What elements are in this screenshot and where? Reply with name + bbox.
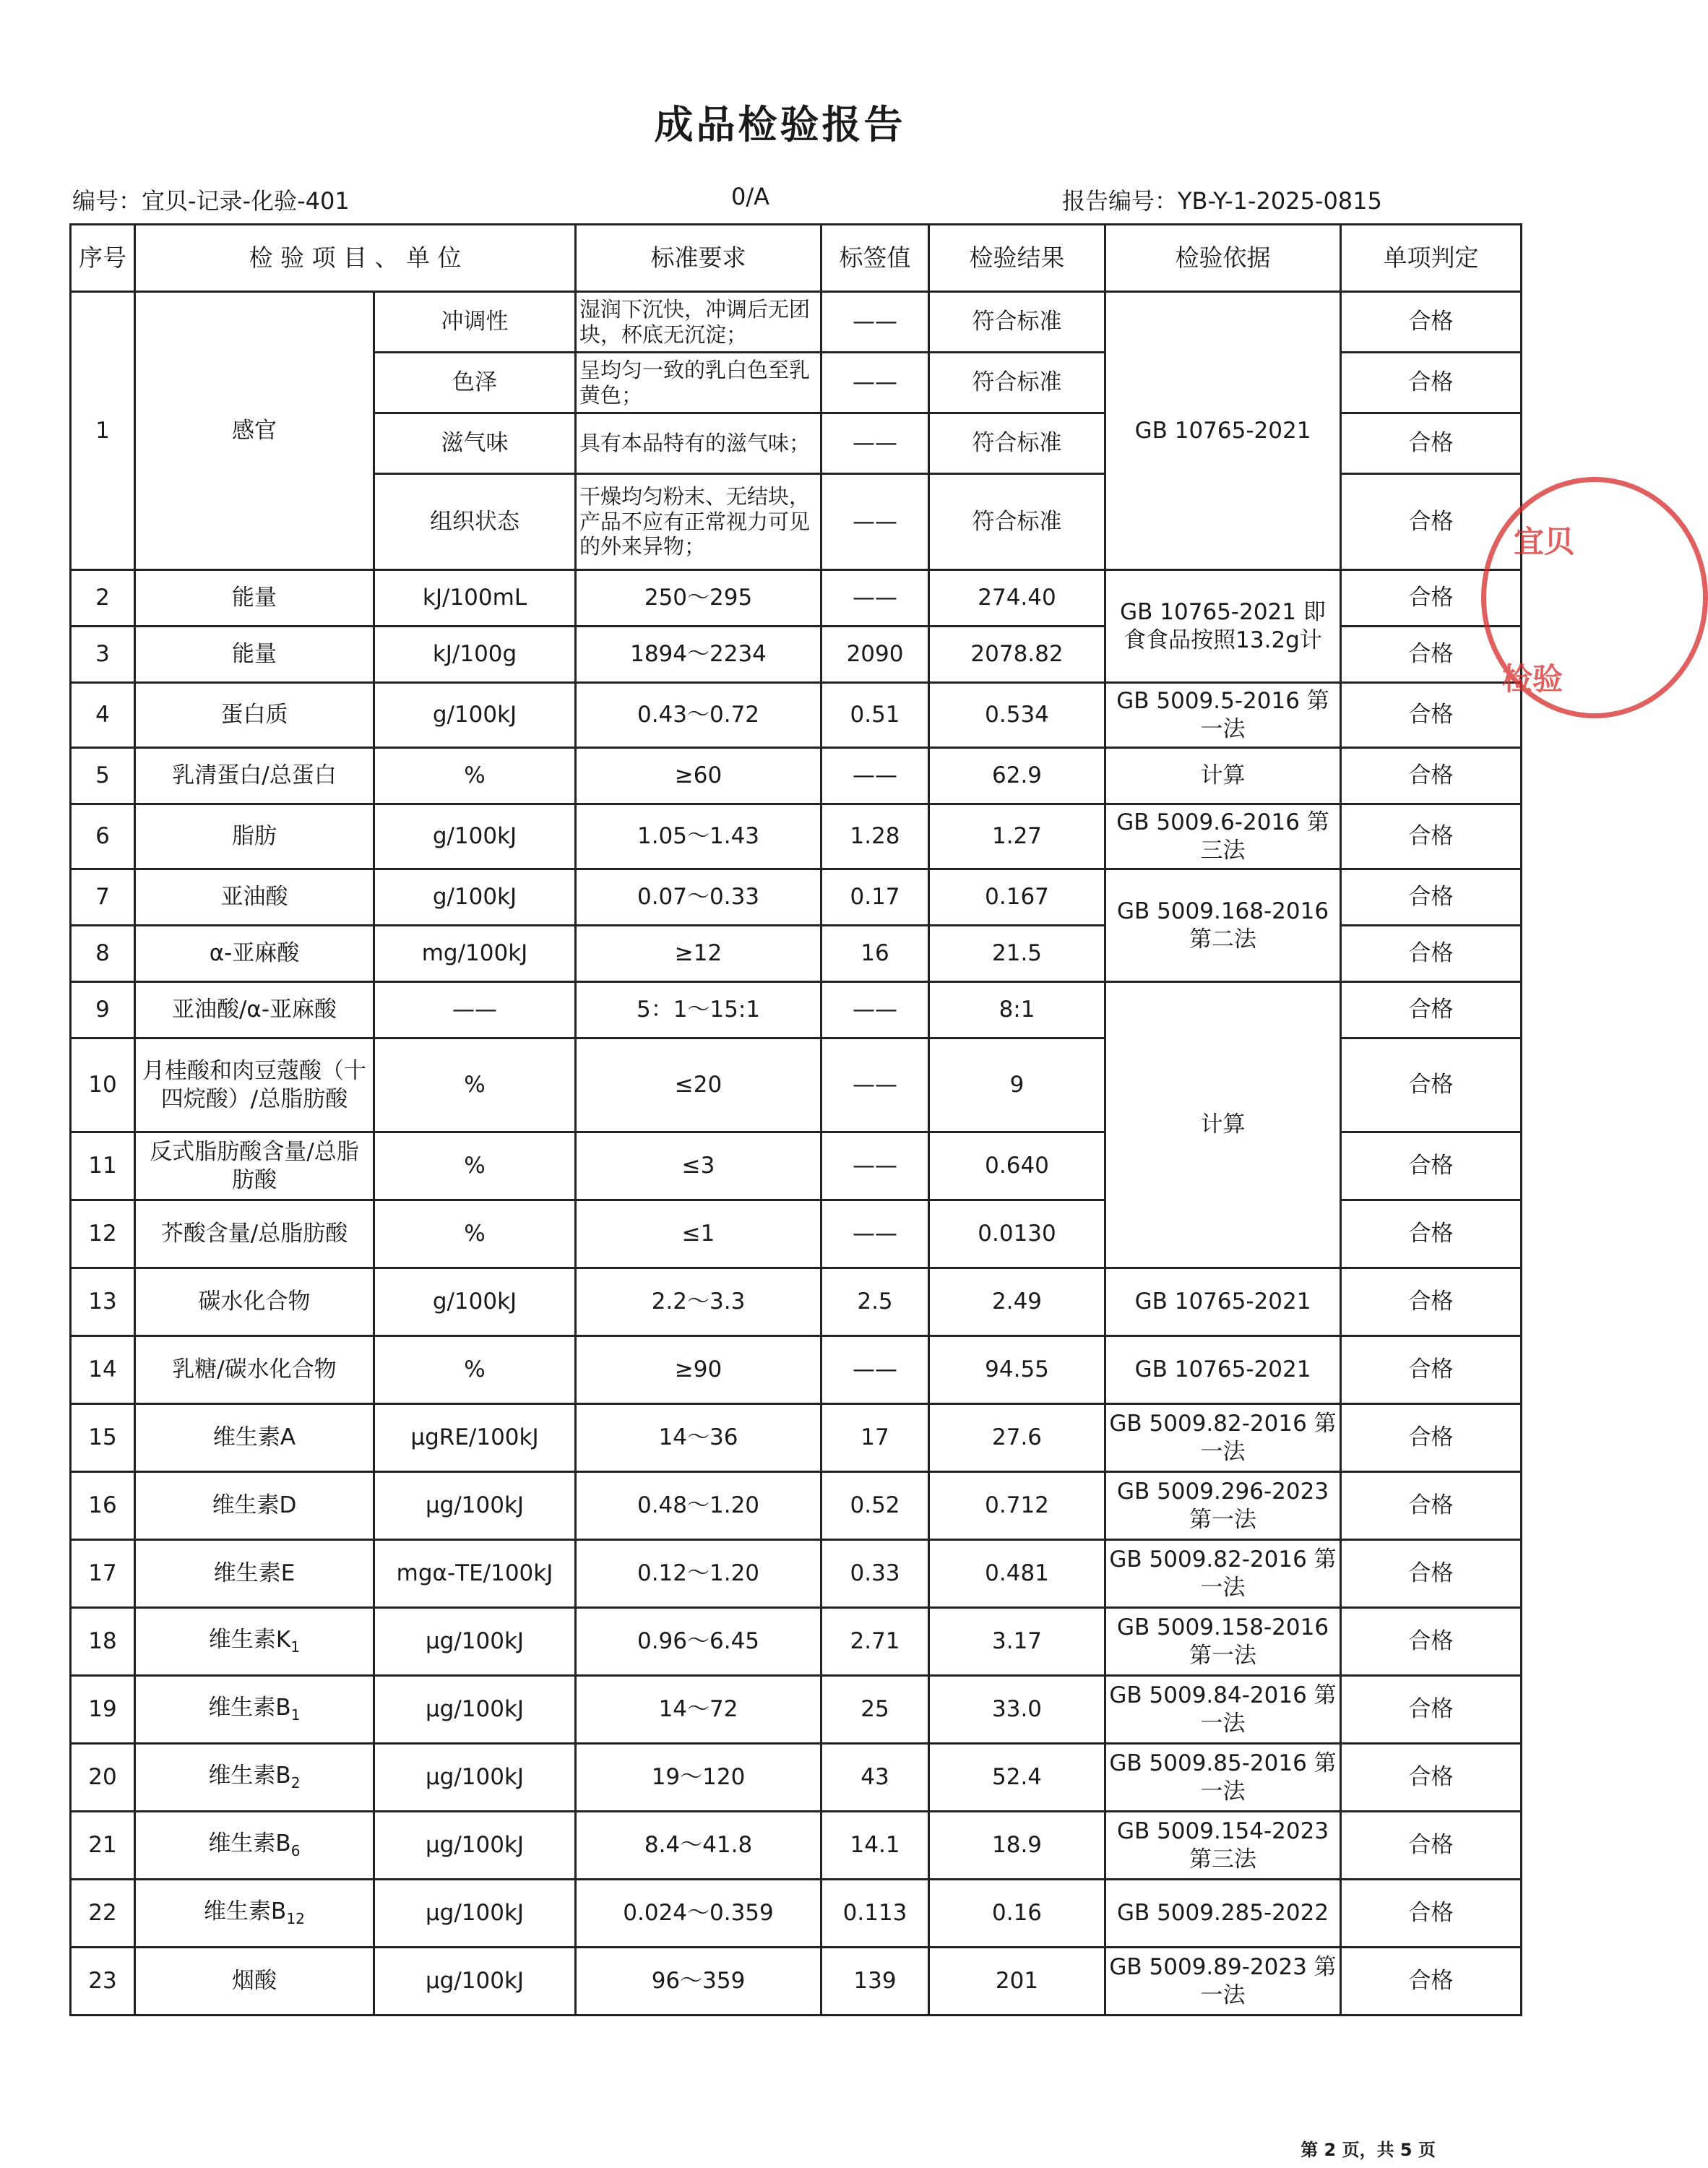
basis-value: GB 5009.168-2016 第二法	[1105, 869, 1341, 982]
standard-value: ≤3	[576, 1132, 821, 1200]
report-title: 成品检验报告	[654, 102, 906, 147]
unit-value: %	[374, 1336, 576, 1404]
row-no: 22	[71, 1880, 135, 1948]
item-name: 亚油酸	[135, 869, 374, 926]
basis-value: GB 10765-2021	[1105, 1268, 1341, 1336]
judgement-value: 合格	[1341, 413, 1522, 474]
row-no: 3	[71, 627, 135, 683]
sensory-item: 色泽	[374, 353, 576, 413]
label-value: 0.51	[821, 683, 929, 748]
stamp-text-bottom: 检验	[1502, 661, 1563, 697]
label-value: 2.5	[821, 1268, 929, 1336]
unit-value: μg/100kJ	[374, 1608, 576, 1676]
label-value: 139	[821, 1948, 929, 2016]
standard-value: 0.07～0.33	[576, 869, 821, 926]
unit-value: g/100kJ	[374, 804, 576, 869]
label-value: ——	[821, 1200, 929, 1268]
judgement-value: 合格	[1341, 292, 1522, 353]
result-value: 27.6	[929, 1404, 1105, 1472]
table-row	[71, 1880, 1522, 1948]
label-value: ——	[821, 474, 929, 570]
col-header-judgement: 单项判定	[1341, 225, 1522, 292]
standard-value: 250～295	[576, 570, 821, 627]
table-row	[71, 292, 1522, 353]
unit-value: kJ/100mL	[374, 570, 576, 627]
result-value: 0.712	[929, 1472, 1105, 1540]
unit-value: μgRE/100kJ	[374, 1404, 576, 1472]
judgement-value: 合格	[1341, 1880, 1522, 1948]
unit-value: %	[374, 748, 576, 804]
table-row	[71, 1744, 1522, 1812]
row-no: 6	[71, 804, 135, 869]
item-name: 碳水化合物	[135, 1268, 374, 1336]
table-row	[71, 1540, 1522, 1608]
standard-value: 8.4～41.8	[576, 1812, 821, 1880]
col-header-item: 检 验 项 目 、 单 位	[135, 225, 576, 292]
item-subscript: 1	[290, 1706, 301, 1724]
row-no: 10	[71, 1038, 135, 1132]
judgement-value: 合格	[1341, 1336, 1522, 1404]
col-header-basis: 检验依据	[1105, 225, 1341, 292]
unit-value: %	[374, 1038, 576, 1132]
inspection-stamp	[1481, 477, 1708, 718]
standard-value: 14～36	[576, 1404, 821, 1472]
item-name: 乳清蛋白/总蛋白	[135, 748, 374, 804]
result-value: 62.9	[929, 748, 1105, 804]
unit-value: μg/100kJ	[374, 1744, 576, 1812]
item-text: 维生素B	[204, 1898, 287, 1925]
standard-value: 干燥均匀粉末、无结块，产品不应有正常视力可见的外来异物；	[576, 474, 821, 570]
standard-value: 0.48～1.20	[576, 1472, 821, 1540]
report-number: 报告编号：YB-Y-1-2025-0815	[1062, 187, 1382, 215]
basis-value: 计算	[1105, 982, 1341, 1268]
table-row	[71, 1472, 1522, 1540]
row-no: 19	[71, 1676, 135, 1744]
item-name: 能量	[135, 627, 374, 683]
row-no: 21	[71, 1812, 135, 1880]
item-subscript: 12	[286, 1910, 305, 1928]
judgement-value: 合格	[1341, 869, 1522, 926]
standard-value: 1894～2234	[576, 627, 821, 683]
result-value: 52.4	[929, 1744, 1105, 1812]
label-value: ——	[821, 1336, 929, 1404]
result-value: 0.0130	[929, 1200, 1105, 1268]
table-row	[71, 982, 1522, 1038]
judgement-value: 合格	[1341, 1268, 1522, 1336]
stamp-text-top: 宜贝	[1514, 524, 1575, 559]
item-name: α-亚麻酸	[135, 926, 374, 982]
inspection-table	[69, 223, 1522, 2016]
standard-value: ≤1	[576, 1200, 821, 1268]
judgement-value: 合格	[1341, 804, 1522, 869]
col-header-no: 序号	[71, 225, 135, 292]
row-no: 17	[71, 1540, 135, 1608]
basis-value: GB 5009.5-2016 第一法	[1105, 683, 1341, 748]
standard-value: 0.12～1.20	[576, 1540, 821, 1608]
unit-value: μg/100kJ	[374, 1880, 576, 1948]
result-value: 符合标准	[929, 474, 1105, 570]
standard-value: 具有本品特有的滋气味；	[576, 413, 821, 474]
unit-value: mgα-TE/100kJ	[374, 1540, 576, 1608]
standard-value: 2.2～3.3	[576, 1268, 821, 1336]
standard-value: 呈均匀一致的乳白色至乳黄色；	[576, 353, 821, 413]
judgement-value: 合格	[1341, 926, 1522, 982]
label-value: 2.71	[821, 1608, 929, 1676]
table-row	[71, 1676, 1522, 1744]
row-no: 11	[71, 1132, 135, 1200]
item-name	[135, 1608, 374, 1676]
item-name: 蛋白质	[135, 683, 374, 748]
unit-value: mg/100kJ	[374, 926, 576, 982]
basis-value: GB 5009.154-2023 第三法	[1105, 1812, 1341, 1880]
item-name: 维生素D	[135, 1472, 374, 1540]
result-value: 0.534	[929, 683, 1105, 748]
result-value: 0.167	[929, 869, 1105, 926]
label-value: 0.113	[821, 1880, 929, 1948]
item-subscript: 2	[290, 1774, 301, 1792]
basis-value: GB 10765-2021 即食食品按照13.2g计	[1105, 570, 1341, 683]
row-no: 18	[71, 1608, 135, 1676]
result-value: 符合标准	[929, 413, 1105, 474]
col-header-standard: 标准要求	[576, 225, 821, 292]
judgement-value: 合格	[1341, 627, 1522, 683]
judgement-value: 合格	[1341, 982, 1522, 1038]
judgement-value: 合格	[1341, 474, 1522, 570]
standard-value: 5：1～15:1	[576, 982, 821, 1038]
standard-value: 0.96～6.45	[576, 1608, 821, 1676]
label-value: 1.28	[821, 804, 929, 869]
label-value: 16	[821, 926, 929, 982]
label-value: ——	[821, 1038, 929, 1132]
basis-value: GB 5009.285-2022	[1105, 1880, 1341, 1948]
item-name: 反式脂肪酸含量/总脂肪酸	[135, 1132, 374, 1200]
table-row	[71, 748, 1522, 804]
result-value: 33.0	[929, 1676, 1105, 1744]
judgement-value: 合格	[1341, 748, 1522, 804]
unit-value: μg/100kJ	[374, 1812, 576, 1880]
result-value: 18.9	[929, 1812, 1105, 1880]
row-no: 7	[71, 869, 135, 926]
table-row	[71, 1812, 1522, 1880]
table-row	[71, 1948, 1522, 2016]
row-no: 1	[71, 292, 135, 570]
item-name: 烟酸	[135, 1948, 374, 2016]
row-no: 2	[71, 570, 135, 627]
row-no: 14	[71, 1336, 135, 1404]
item-name: 脂肪	[135, 804, 374, 869]
label-value: ——	[821, 353, 929, 413]
item-name	[135, 1812, 374, 1880]
col-header-label: 标签值	[821, 225, 929, 292]
standard-value: 0.024～0.359	[576, 1880, 821, 1948]
label-value: ——	[821, 292, 929, 353]
item-name	[135, 1880, 374, 1948]
sensory-item: 冲调性	[374, 292, 576, 353]
judgement-value: 合格	[1341, 1676, 1522, 1744]
label-value: 2090	[821, 627, 929, 683]
result-value: 201	[929, 1948, 1105, 2016]
label-value: 25	[821, 1676, 929, 1744]
result-value: 0.16	[929, 1880, 1105, 1948]
judgement-value: 合格	[1341, 570, 1522, 627]
result-value: 2.49	[929, 1268, 1105, 1336]
basis-value: 计算	[1105, 748, 1341, 804]
row-no: 16	[71, 1472, 135, 1540]
result-value: 21.5	[929, 926, 1105, 982]
basis-value: GB 5009.85-2016 第一法	[1105, 1744, 1341, 1812]
table-row	[71, 869, 1522, 926]
item-name	[135, 1744, 374, 1812]
standard-value: 0.43～0.72	[576, 683, 821, 748]
unit-value: g/100kJ	[374, 869, 576, 926]
judgement-value: 合格	[1341, 1812, 1522, 1880]
row-no: 5	[71, 748, 135, 804]
unit-value: μg/100kJ	[374, 1472, 576, 1540]
item-name: 芥酸含量/总脂肪酸	[135, 1200, 374, 1268]
row-no: 15	[71, 1404, 135, 1472]
standard-value: 1.05～1.43	[576, 804, 821, 869]
result-value: 0.481	[929, 1540, 1105, 1608]
label-value: ——	[821, 748, 929, 804]
header-row	[71, 225, 1522, 292]
row-no: 13	[71, 1268, 135, 1336]
basis-value: GB 10765-2021	[1105, 292, 1341, 570]
basis-value: GB 5009.296-2023 第一法	[1105, 1472, 1341, 1540]
judgement-value: 合格	[1341, 683, 1522, 748]
item-name: 能量	[135, 570, 374, 627]
item-name: 维生素E	[135, 1540, 374, 1608]
version-code: 0/A	[731, 183, 770, 210]
unit-value: μg/100kJ	[374, 1948, 576, 2016]
sensory-item: 滋气味	[374, 413, 576, 474]
label-value: 43	[821, 1744, 929, 1812]
row-no: 20	[71, 1744, 135, 1812]
judgement-value: 合格	[1341, 1404, 1522, 1472]
row-no: 23	[71, 1948, 135, 2016]
label-value: ——	[821, 570, 929, 627]
result-value: 274.40	[929, 570, 1105, 627]
label-value: ——	[821, 982, 929, 1038]
table-row	[71, 1608, 1522, 1676]
basis-value: GB 5009.82-2016 第一法	[1105, 1540, 1341, 1608]
result-value: 8:1	[929, 982, 1105, 1038]
result-value: 2078.82	[929, 627, 1105, 683]
unit-value: %	[374, 1132, 576, 1200]
item-subscript: 1	[290, 1638, 301, 1656]
basis-value: GB 5009.6-2016 第三法	[1105, 804, 1341, 869]
judgement-value: 合格	[1341, 1132, 1522, 1200]
standard-value: ≥60	[576, 748, 821, 804]
item-text: 维生素B	[208, 1831, 291, 1857]
record-number: 编号：宜贝-记录-化验-401	[72, 187, 350, 215]
result-value: 0.640	[929, 1132, 1105, 1200]
item-name: 月桂酸和肉豆蔻酸（十四烷酸）/总脂肪酸	[135, 1038, 374, 1132]
judgement-value: 合格	[1341, 1038, 1522, 1132]
table-row	[71, 1404, 1522, 1472]
judgement-value: 合格	[1341, 1472, 1522, 1540]
col-header-result: 检验结果	[929, 225, 1105, 292]
standard-value: ≤20	[576, 1038, 821, 1132]
label-value: ——	[821, 413, 929, 474]
item-name: 维生素A	[135, 1404, 374, 1472]
table-row	[71, 804, 1522, 869]
judgement-value: 合格	[1341, 1540, 1522, 1608]
label-value: 0.33	[821, 1540, 929, 1608]
basis-value: GB 5009.158-2016 第一法	[1105, 1608, 1341, 1676]
result-value: 符合标准	[929, 353, 1105, 413]
unit-value: μg/100kJ	[374, 1676, 576, 1744]
basis-value: GB 5009.89-2023 第一法	[1105, 1948, 1341, 2016]
item-text: 维生素B	[208, 1763, 291, 1789]
judgement-value: 合格	[1341, 1744, 1522, 1812]
basis-value: GB 5009.82-2016 第一法	[1105, 1404, 1341, 1472]
judgement-value: 合格	[1341, 353, 1522, 413]
table-row	[71, 1268, 1522, 1336]
standard-value: 湿润下沉快，冲调后无团块，杯底无沉淀；	[576, 292, 821, 353]
result-value: 符合标准	[929, 292, 1105, 353]
label-value: 0.17	[821, 869, 929, 926]
sensory-item: 组织状态	[374, 474, 576, 570]
standard-value: 19～120	[576, 1744, 821, 1812]
table-row	[71, 683, 1522, 748]
table-row	[71, 570, 1522, 627]
judgement-value: 合格	[1341, 1200, 1522, 1268]
result-value: 9	[929, 1038, 1105, 1132]
sensory-category: 感官	[135, 292, 374, 570]
label-value: 17	[821, 1404, 929, 1472]
row-no: 12	[71, 1200, 135, 1268]
table-row	[71, 1336, 1522, 1404]
row-no: 9	[71, 982, 135, 1038]
item-subscript: 6	[290, 1842, 301, 1860]
unit-value: kJ/100g	[374, 627, 576, 683]
item-text: 维生素K	[208, 1627, 291, 1653]
standard-value: 96～359	[576, 1948, 821, 2016]
page-footer: 第 2 页，共 5 页	[1301, 2140, 1436, 2160]
basis-value: GB 5009.84-2016 第一法	[1105, 1676, 1341, 1744]
result-value: 3.17	[929, 1608, 1105, 1676]
basis-value: GB 10765-2021	[1105, 1336, 1341, 1404]
label-value: 14.1	[821, 1812, 929, 1880]
judgement-value: 合格	[1341, 1608, 1522, 1676]
result-value: 1.27	[929, 804, 1105, 869]
unit-value: g/100kJ	[374, 683, 576, 748]
judgement-value: 合格	[1341, 1948, 1522, 2016]
label-value: 0.52	[821, 1472, 929, 1540]
standard-value: 14～72	[576, 1676, 821, 1744]
item-name	[135, 1676, 374, 1744]
item-name: 乳糖/碳水化合物	[135, 1336, 374, 1404]
standard-value: ≥90	[576, 1336, 821, 1404]
standard-value: ≥12	[576, 926, 821, 982]
row-no: 4	[71, 683, 135, 748]
item-text: 维生素B	[208, 1695, 291, 1721]
item-name: 亚油酸/α-亚麻酸	[135, 982, 374, 1038]
unit-value: %	[374, 1200, 576, 1268]
result-value: 94.55	[929, 1336, 1105, 1404]
label-value: ——	[821, 1132, 929, 1200]
unit-value: ——	[374, 982, 576, 1038]
unit-value: g/100kJ	[374, 1268, 576, 1336]
row-no: 8	[71, 926, 135, 982]
